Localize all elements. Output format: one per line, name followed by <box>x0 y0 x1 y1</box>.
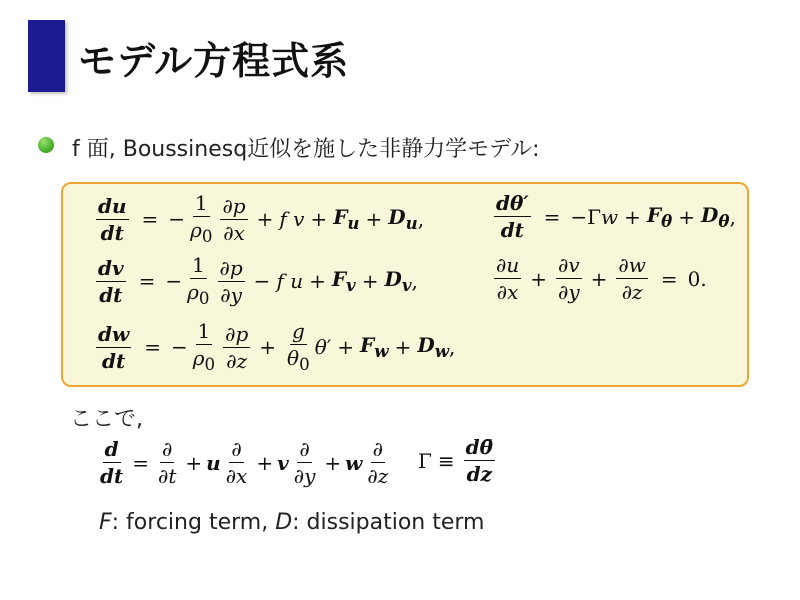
forcing-symbol: F <box>99 510 112 535</box>
bullet-icon <box>38 137 54 153</box>
equation-v-momentum: $\frac{dv}{dt}$ = − $\frac{1}{\rho_0}$ $\frac{\partial p}{\partial y}$ − f u + $F_v$ + $D_v$ , <box>98 253 418 308</box>
equation-thermodynamic: $\frac{d\theta'}{dt}$ = −Γw + $F_\theta$ + $D_\theta$ , <box>496 191 736 242</box>
equation-gamma-definition: Γ ≡ $\frac{d\thetā}{dz}$ <box>418 435 493 486</box>
title-accent-bar <box>28 20 65 92</box>
equation-w-momentum: $\frac{dw}{dt}$ = − $\frac{1}{\rho_0}$ $\frac{\partial p}{\partial z}$ + $\frac{g}{\theta_0}$ θ′ + $F_w$ + $D_w$ , <box>98 319 456 374</box>
slide-title: モデル方程式系 <box>78 39 350 83</box>
dissipation-symbol: D <box>275 510 293 535</box>
dissipation-description: : dissipation term <box>292 510 485 535</box>
forcing-description: : forcing term, <box>111 510 276 535</box>
here-label: ここで, <box>70 407 143 432</box>
term-definitions <box>99 510 485 535</box>
equation-u-momentum: $\frac{du}{dt}$ = − $\frac{1}{\rho_0}$ $\frac{\partial p}{\partial x}$ + f v + $F_u$ + $D_u$ , <box>98 191 425 246</box>
bullet-text: f 面, Boussinesq近似を施した非静力学モデル: <box>72 137 540 162</box>
equation-box <box>61 182 749 387</box>
equation-continuity: $\frac{\partial u}{\partial x}$ + $\frac{\partial v}{\partial y}$ + $\frac{\partial w}{\partial z}$ = 0. <box>496 253 707 304</box>
equation-material-derivative: $\frac{d}{dt}$ = $\frac{\partial}{\partial t}$ + u $\frac{\partial}{\partial x}$ + v $\frac{\partial}{\partial y}$ + w $\frac{\partial}{\partial z}$ <box>100 437 389 488</box>
